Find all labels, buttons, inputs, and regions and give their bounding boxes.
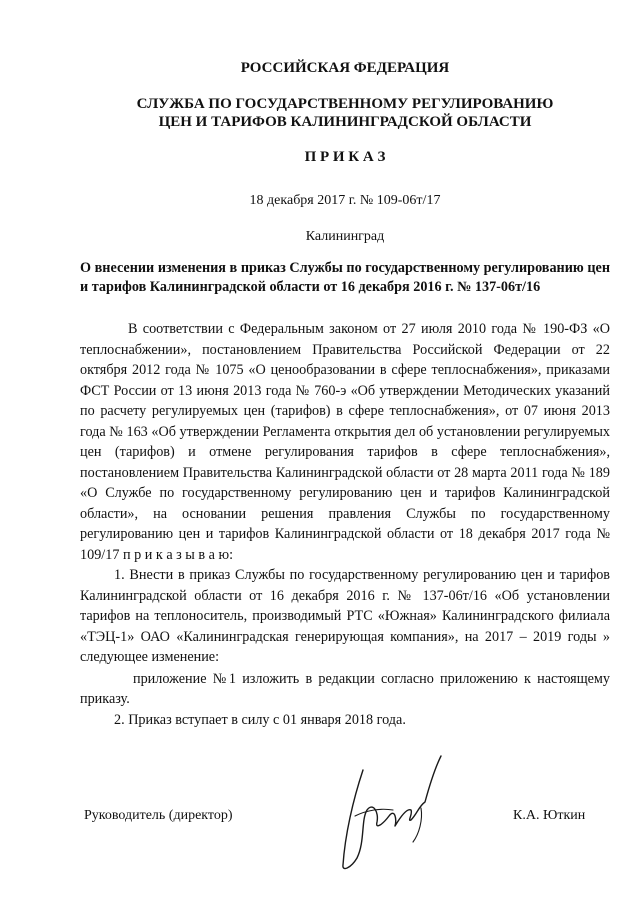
document-body <box>80 319 610 730</box>
body-paragraph-item2: 2. Приказ вступает в силу с 01 января 2018 года. <box>114 711 406 728</box>
body-paragraph-preamble: В соответствии с Федеральным законом от 27 июля 2010 года № 190-ФЗ «О теплоснабжении», постановлением Правительства Российской Федерации от 22 октября 2012 года № 1075 «О ценообразовании в сфере теплоснабжения», приказами ФСТ России от 13 июня 2013 года № 760-э «Об утверждении Методических указаний по расчету регулируемых цен (тарифов) в сфере теплоснабжения», от 07 июня 2013 года № 163 «Об утверждении Регламента открытия дел об установлении регулируемых цен (тарифов) и отмене регулирования тарифов в сфере теплоснабжения», постановлением Правительства Калининградской области от 28 марта 2011 года № 189 «О Службе по государственному регулированию цен и тарифов Калининградской области», на основании решения правления Службы по государственному регулированию цен и тарифов Калининградской области от 18 декабря 2017 года № 109/17 п р и к а з ы в а ю: <box>80 321 610 563</box>
agency-heading-line1: СЛУЖБА ПО ГОСУДАРСТВЕННОМУ РЕГУЛИРОВАНИЮ <box>136 96 554 112</box>
agency-heading-line2: ЦЕН И ТАРИФОВ КАЛИНИНГРАДСКОЙ ОБЛАСТИ <box>158 114 532 130</box>
document-type: П Р И К А З <box>304 149 386 165</box>
handwritten-signature <box>333 750 448 875</box>
country-heading: РОССИЙСКАЯ ФЕДЕРАЦИЯ <box>240 60 450 76</box>
city: Калининград <box>305 229 385 244</box>
signatory-name: К.А. Юткин <box>513 808 586 823</box>
body-paragraph-annex: приложение №1 изложить в редакции согласно приложению к настоящему приказу. <box>80 670 610 707</box>
signatory-position: Руководитель (директор) <box>84 808 233 823</box>
body-paragraph-item1: 1. Внести в приказ Службы по государственному регулированию цен и тарифов Калининградской области от 16 декабря 2016 г. № 137-06т/16 «Об установлении тарифов на теплоноситель, производимый РТС «Южная» Калининградского филиала «ТЭЦ-1» ОАО «Калининградская генерирующая компания», на 2017 – 2019 годы » следующее изменение: <box>80 567 610 665</box>
date-number: 18 декабря 2017 г. № 109-06т/17 <box>249 193 441 208</box>
document-subject: О внесении изменения в приказ Службы по государственному регулированию цен и тарифов Калининградской области от 16 декабря 2016 г. № 137-06т/16 <box>80 260 610 295</box>
